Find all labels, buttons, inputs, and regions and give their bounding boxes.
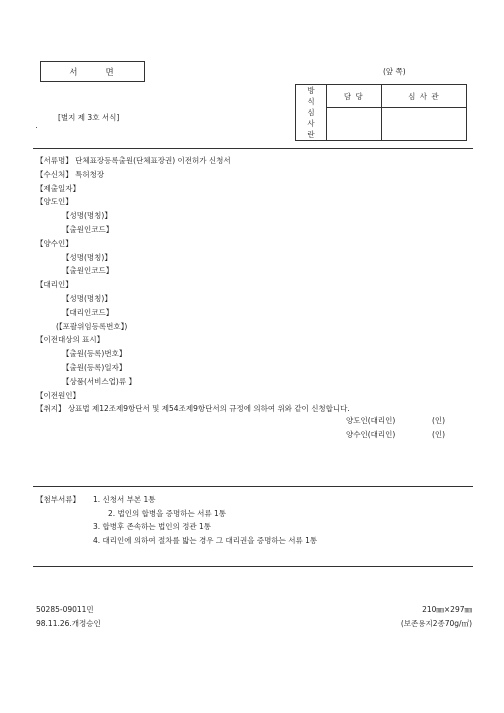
attachment-item: 4. 대리인에 의하여 절차를 밟는 경우 그 대리권을 증명하는 서류 1통 — [93, 535, 318, 545]
review-cell-officer[interactable] — [327, 108, 382, 141]
signature-assignor-seal: (인) — [432, 416, 446, 425]
field-goods-class: 【상품(서비스업)류 】 — [62, 376, 136, 386]
footer-paper: (보존용지2종70g/㎡) — [400, 619, 472, 628]
attachment-item: 3. 합병후 존속하는 법인의 정관 1통 — [93, 522, 212, 531]
review-cell-examiner[interactable] — [381, 108, 466, 141]
page-side-note: (앞 쪽) — [383, 67, 406, 76]
attachment-item: 2. 법인의 합병을 증명하는 서류 1통 — [108, 508, 227, 518]
field-assignor-code: 【출원인코드】 — [62, 224, 114, 234]
review-col-examiner: 심 사 관 — [381, 85, 466, 108]
review-table — [295, 84, 467, 141]
form-fields — [36, 156, 350, 418]
attachment-item: 1. 신청서 부본 1통 — [93, 495, 156, 504]
field-power-of-attorney: (【포괄위임등록번호】) — [56, 321, 128, 331]
field-agent-name: 【성명(명칭)】 — [62, 293, 112, 303]
field-purpose: 【취지】 상표법 제12조제9항단서 및 제54조제9항단서의 규정에 의하여 위와 같이 신청합니다. — [36, 404, 350, 414]
attachments-list — [93, 495, 317, 549]
field-assignor-name: 【성명(명칭)】 — [62, 211, 112, 221]
field-application-number: 【출원(등록)번호】 — [62, 349, 127, 359]
form-number: [별지 제 3호 서식] — [58, 113, 120, 122]
form-title-left: 서 — [69, 67, 80, 78]
top-divider — [33, 148, 473, 149]
field-submit-date: 【제출일자】 — [36, 183, 80, 193]
footer-approval: 98.11.26.개정승인 — [36, 619, 101, 628]
field-agent: 【대리인】 — [36, 280, 73, 290]
field-assignor: 【양도인】 — [36, 197, 73, 207]
signature-assignee-seal: (인) — [432, 430, 446, 439]
field-application-date: 【출원(등록)일자】 — [62, 362, 127, 372]
field-assignee-code: 【출원인코드】 — [62, 266, 114, 276]
attachment-divider — [33, 486, 473, 487]
form-title-box — [40, 61, 145, 82]
signature-assignor-label: 양도인(대리인) — [346, 416, 396, 425]
footer-size: 210㎜×297㎜ — [422, 605, 472, 614]
stray-dot — [36, 127, 37, 128]
review-col-officer: 담 당 — [327, 85, 382, 108]
field-agent-code: 【대리인코드】 — [62, 307, 114, 317]
footer-code: 50285-09011민 — [36, 605, 94, 614]
field-assignee-name: 【성명(명칭)】 — [62, 252, 112, 262]
field-doc-name: 【서류명】 단체표장등록출원(단체표장권) 이전허가 신청서 — [36, 156, 231, 165]
form-title-right: 면 — [105, 67, 116, 78]
field-transfer-cause: 【이전원인】 — [36, 390, 80, 400]
review-side-label: 방 식 심 사 란 — [296, 85, 327, 141]
field-assignee: 【양수인】 — [36, 238, 73, 248]
attachments-label: 【첨부서류】 — [36, 495, 80, 504]
field-recipient: 【수신처】 특허청장 — [36, 169, 105, 179]
footer-divider — [33, 566, 473, 567]
field-transfer-target: 【이전대상의 표시】 — [36, 335, 105, 345]
signature-assignee-label: 양수인(대리인) — [346, 430, 396, 439]
